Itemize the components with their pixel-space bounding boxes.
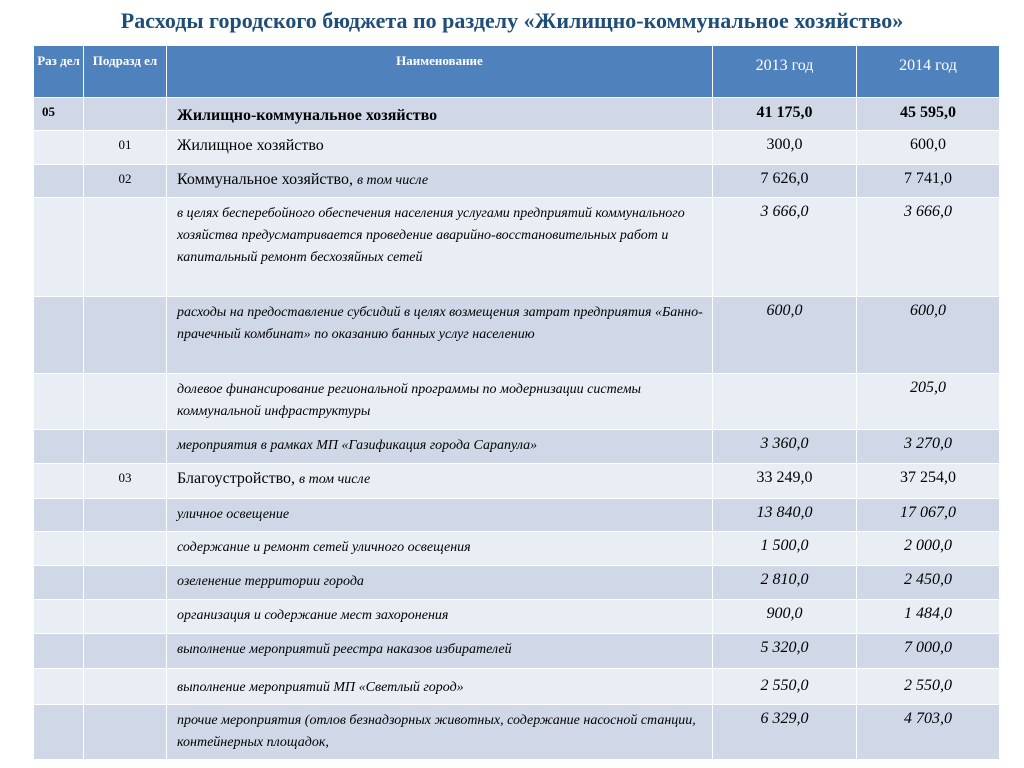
- cell-razdel: [34, 131, 84, 165]
- table-row: [34, 705, 1000, 760]
- table-row: [34, 374, 1000, 430]
- cell-razdel: [34, 532, 84, 566]
- cell-2013: 2 550,0: [713, 669, 857, 705]
- cell-podrazdel: [84, 634, 167, 669]
- table-row: [34, 297, 1000, 374]
- cell-2014: 17 067,0: [857, 499, 1000, 532]
- page-title: Расходы городского бюджета по разделу «Жилищно-коммунальное хозяйство»: [120, 8, 904, 33]
- cell-razdel: [34, 198, 84, 297]
- cell-podrazdel: [84, 430, 167, 464]
- cell-razdel: [34, 600, 84, 634]
- cell-2013: 7 626,0: [713, 165, 857, 198]
- cell-name: в целях бесперебойного обеспечения населения услугами предприятий коммунального хозяйства предусматривается проведение аварийно-восстановительных работ и капитальный ремонт бесхозяйных сетей: [167, 198, 713, 297]
- cell-podrazdel: [84, 532, 167, 566]
- cell-2013: 3 666,0: [713, 198, 857, 297]
- table-row: [34, 532, 1000, 566]
- cell-razdel: [34, 566, 84, 600]
- cell-name: уличное освещение: [167, 499, 713, 532]
- header-name: Наименование: [167, 46, 713, 98]
- header-2014: 2014 год: [857, 46, 1000, 98]
- cell-podrazdel: [84, 98, 167, 131]
- cell-2013: 41 175,0: [713, 98, 857, 131]
- cell-name: организация и содержание мест захоронения: [167, 600, 713, 634]
- cell-2014: 4 703,0: [857, 705, 1000, 760]
- cell-2013: 33 249,0: [713, 464, 857, 499]
- table-header-row: [34, 46, 1000, 98]
- cell-name: содержание и ремонт сетей уличного освещения: [167, 532, 713, 566]
- cell-podrazdel: 01: [84, 131, 167, 165]
- cell-2013: [713, 374, 857, 430]
- cell-2014: 45 595,0: [857, 98, 1000, 131]
- cell-name: прочие мероприятия (отлов безнадзорных животных, содержание насосной станции, контейнерных площадок,: [167, 705, 713, 760]
- table-row: [34, 131, 1000, 165]
- cell-2014: 1 484,0: [857, 600, 1000, 634]
- cell-razdel: [34, 499, 84, 532]
- cell-podrazdel: [84, 374, 167, 430]
- cell-podrazdel: [84, 705, 167, 760]
- cell-name: долевое финансирование региональной программы по модернизации системы коммунальной инфраструктуры: [167, 374, 713, 430]
- cell-2013: 6 329,0: [713, 705, 857, 760]
- cell-2014: 7 000,0: [857, 634, 1000, 669]
- cell-razdel: [34, 705, 84, 760]
- cell-2014: 2 000,0: [857, 532, 1000, 566]
- cell-2013: 300,0: [713, 131, 857, 165]
- table-row: [34, 634, 1000, 669]
- cell-2013: 600,0: [713, 297, 857, 374]
- cell-podrazdel: 03: [84, 464, 167, 499]
- cell-name: мероприятия в рамках МП «Газификация города Сарапула»: [167, 430, 713, 464]
- cell-name: Жилищное хозяйство: [167, 131, 713, 165]
- cell-razdel: [34, 464, 84, 499]
- budget-table: [33, 45, 1000, 760]
- table-row: [34, 165, 1000, 198]
- cell-2014: 3 666,0: [857, 198, 1000, 297]
- cell-podrazdel: [84, 499, 167, 532]
- cell-podrazdel: [84, 566, 167, 600]
- cell-name-note: в том числе: [299, 472, 371, 487]
- cell-2014: 7 741,0: [857, 165, 1000, 198]
- cell-2014: 205,0: [857, 374, 1000, 430]
- cell-name-note: в том числе: [356, 173, 429, 188]
- cell-2013: 2 810,0: [713, 566, 857, 600]
- table-row: [34, 198, 1000, 297]
- header-razdel: Раз дел: [34, 46, 84, 98]
- table-row: [34, 464, 1000, 499]
- cell-name-text: Благоустройство,: [177, 470, 300, 487]
- cell-name: Жилищно-коммунальное хозяйство: [167, 98, 713, 131]
- cell-2014: 600,0: [857, 131, 1000, 165]
- cell-2013: 1 500,0: [713, 532, 857, 566]
- cell-2014: 3 270,0: [857, 430, 1000, 464]
- cell-podrazdel: [84, 198, 167, 297]
- header-podrazdel: Подразд ел: [84, 46, 167, 98]
- cell-2014: 600,0: [857, 297, 1000, 374]
- cell-podrazdel: [84, 669, 167, 705]
- cell-2013: 13 840,0: [713, 499, 857, 532]
- cell-2013: 3 360,0: [713, 430, 857, 464]
- cell-razdel: [34, 669, 84, 705]
- cell-2013: 5 320,0: [713, 634, 857, 669]
- table-row: [34, 600, 1000, 634]
- cell-name: [167, 464, 713, 499]
- cell-name: [167, 165, 713, 198]
- cell-razdel: [34, 165, 84, 198]
- cell-razdel: 05: [34, 98, 84, 131]
- cell-2013: 900,0: [713, 600, 857, 634]
- table-row: [34, 669, 1000, 705]
- cell-name-text: Коммунальное хозяйство,: [177, 171, 357, 188]
- cell-razdel: [34, 634, 84, 669]
- table-row: [34, 566, 1000, 600]
- table-row: [34, 430, 1000, 464]
- cell-razdel: [34, 430, 84, 464]
- cell-podrazdel: 02: [84, 165, 167, 198]
- cell-podrazdel: [84, 297, 167, 374]
- cell-name: расходы на предоставление субсидий в целях возмещения затрат предприятия «Банно-прачечный комбинат» по оказанию банных услуг населению: [167, 297, 713, 374]
- cell-name: выполнение мероприятий МП «Светлый город»: [167, 669, 713, 705]
- cell-razdel: [34, 374, 84, 430]
- cell-name: озеленение территории города: [167, 566, 713, 600]
- cell-razdel: [34, 297, 84, 374]
- cell-2014: 2 450,0: [857, 566, 1000, 600]
- table-row: [34, 499, 1000, 532]
- cell-podrazdel: [84, 600, 167, 634]
- table-row: [34, 98, 1000, 131]
- cell-2014: 2 550,0: [857, 669, 1000, 705]
- header-2013: 2013 год: [713, 46, 857, 98]
- cell-name: выполнение мероприятий реестра наказов избирателей: [167, 634, 713, 669]
- cell-2014: 37 254,0: [857, 464, 1000, 499]
